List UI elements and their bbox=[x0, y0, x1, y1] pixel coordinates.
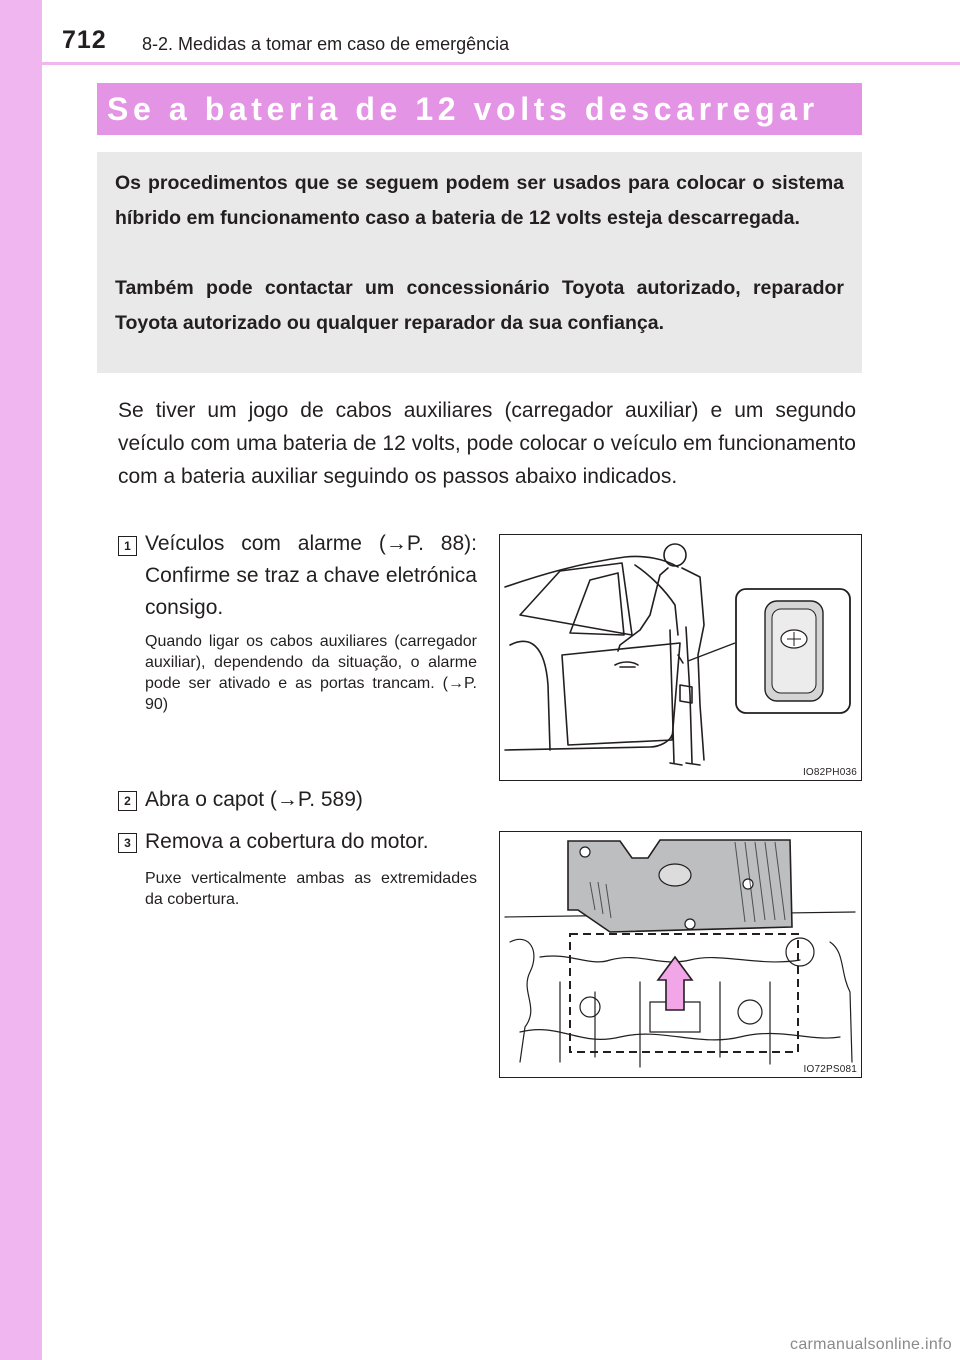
car-door bbox=[562, 643, 680, 745]
step-1-title: Veículos com alarme (→P. 88): Confirme se traz a chave eletrónica consigo. bbox=[145, 532, 477, 619]
intro-paragraph-1: Os procedimentos que se seguem podem ser usados para colocar o sistema híbrido em funcionamento caso a bateria de 12 volts esteja descarregada. bbox=[115, 172, 844, 229]
step-3-note: Puxe verticalmente ambas as extremidades da cobertura. bbox=[145, 870, 477, 908]
footer-watermark: carmanualsonline.info bbox=[790, 1336, 952, 1353]
section-title: Se a bateria de 12 volts descarregar bbox=[97, 83, 862, 135]
car-roof-line bbox=[505, 556, 678, 587]
figure-engine-cover bbox=[499, 831, 862, 1078]
page-number: 712 bbox=[62, 26, 107, 54]
header-rule bbox=[42, 62, 960, 65]
engine-cover-illustration bbox=[500, 832, 860, 1076]
person-figure bbox=[618, 544, 704, 765]
step-2-title: Abra o capot (→P. 589) bbox=[145, 788, 363, 811]
car-door-illustration bbox=[500, 535, 860, 779]
intro-box bbox=[97, 152, 862, 373]
chapter-heading: 8-2. Medidas a tomar em caso de emergência bbox=[142, 34, 510, 54]
step-3-title: Remova a cobertura do motor. bbox=[145, 830, 429, 853]
intro-paragraph-2: Também pode contactar um concessionário Toyota autorizado, reparador Toyota autorizado ou qualquer reparador da sua confiança. bbox=[115, 277, 844, 334]
step-1-note: Quando ligar os cabos auxiliares (carregador auxiliar), dependendo da situação, o alarme pode ser ativado e as portas trancam. (→P. 90) bbox=[145, 633, 477, 713]
body-paragraph: Se tiver um jogo de cabos auxiliares (carregador auxiliar) e um segundo veículo com uma bateria de 12 volts, pode colocar o veículo em funcionamento com a bateria auxiliar seguindo os passos abaixo indicados. bbox=[118, 399, 856, 488]
step-2-number: 2 bbox=[118, 791, 137, 811]
step-3-number: 3 bbox=[118, 833, 137, 853]
figure-smart-key bbox=[499, 534, 862, 781]
step-1-number: 1 bbox=[118, 536, 137, 556]
figure-1-code: IO82PH036 bbox=[802, 767, 857, 778]
figure-2-code: IO72PS081 bbox=[803, 1064, 857, 1075]
left-margin-strip bbox=[0, 0, 42, 1360]
